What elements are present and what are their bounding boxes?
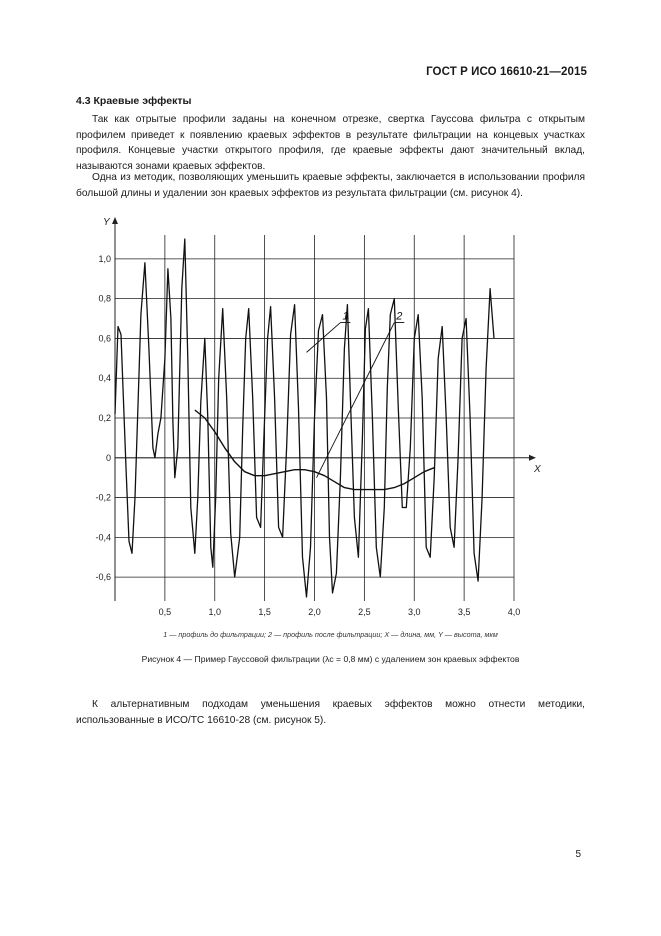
page-number: 5 — [575, 849, 581, 860]
document-code: ГОСТ Р ИСО 16610-21—2015 — [426, 66, 587, 78]
paragraph-1-text: Так как отрытые профили заданы на конечном отрезке, свертка Гауссова фильтра с открытым профилем приведет к появлению краевых эффектов в результате фильтрации на концевых участках профиля. Концевые участки открытого профиля, где краевые эффекты дают значительный вклад, называются зонами краевых эффектов. — [76, 114, 585, 172]
x-tick-label: 4,0 — [507, 607, 521, 617]
x-tick-label: 2,0 — [308, 607, 321, 617]
x-axis-label: X — [534, 463, 541, 475]
paragraph-3-text: К альтернативным подходам уменьшения краевых эффектов можно отнести методики, использованные в ИСО/ТС 16610-28 (см. рисунок 5). — [76, 699, 585, 726]
y-tick-label: 1,0 — [98, 253, 111, 264]
y-tick-label: 0,4 — [98, 373, 111, 384]
x-tick-label: 2,5 — [358, 607, 371, 617]
y-axis-label: Y — [103, 217, 110, 228]
annotation-label: 1 — [342, 310, 349, 323]
annotation-leader — [316, 323, 394, 478]
y-tick-label: 0 — [105, 452, 111, 463]
y-tick-label: 0,6 — [98, 333, 111, 344]
figure-caption: Рисунок 4 — Пример Гауссовой фильтрации (λc = 0,8 мм) с удалением зон краевых эффектов — [141, 654, 520, 664]
annotation-label: 2 — [396, 310, 403, 323]
section-title: 4.3 Краевые эффекты — [76, 95, 192, 107]
paragraph-1 — [76, 112, 585, 174]
y-tick-label: -0,4 — [95, 532, 111, 543]
y-tick-label: -0,2 — [95, 492, 111, 503]
x-axis-arrow — [529, 455, 536, 461]
y-tick-label: 0,2 — [98, 413, 111, 423]
x-tick-label: 0,5 — [158, 607, 172, 617]
x-tick-label: 3,5 — [457, 607, 471, 617]
y-tick-label: -0,6 — [95, 572, 111, 583]
y-axis-arrow — [112, 217, 118, 224]
y-tick-label: 0,8 — [98, 293, 111, 304]
x-tick-label: 1,5 — [258, 607, 271, 617]
paragraph-2 — [76, 170, 585, 201]
x-tick-label: 3,0 — [407, 607, 421, 617]
paragraph-2-text: Одна из методик, позволяющих уменьшить краевые эффекты, заключается в использовании профиля большой длины и удалении зон краевых эффектов из результата фильтрации (см. рисунок 4). — [76, 172, 585, 199]
paragraph-3 — [76, 697, 585, 728]
filter-chart — [88, 210, 548, 630]
x-tick-label: 1,0 — [208, 607, 222, 617]
figure-legend: 1 — профиль до фильтрации; 2 — профиль после фильтрации; X — длина, мм, Y — высота, мкм — [163, 630, 498, 639]
